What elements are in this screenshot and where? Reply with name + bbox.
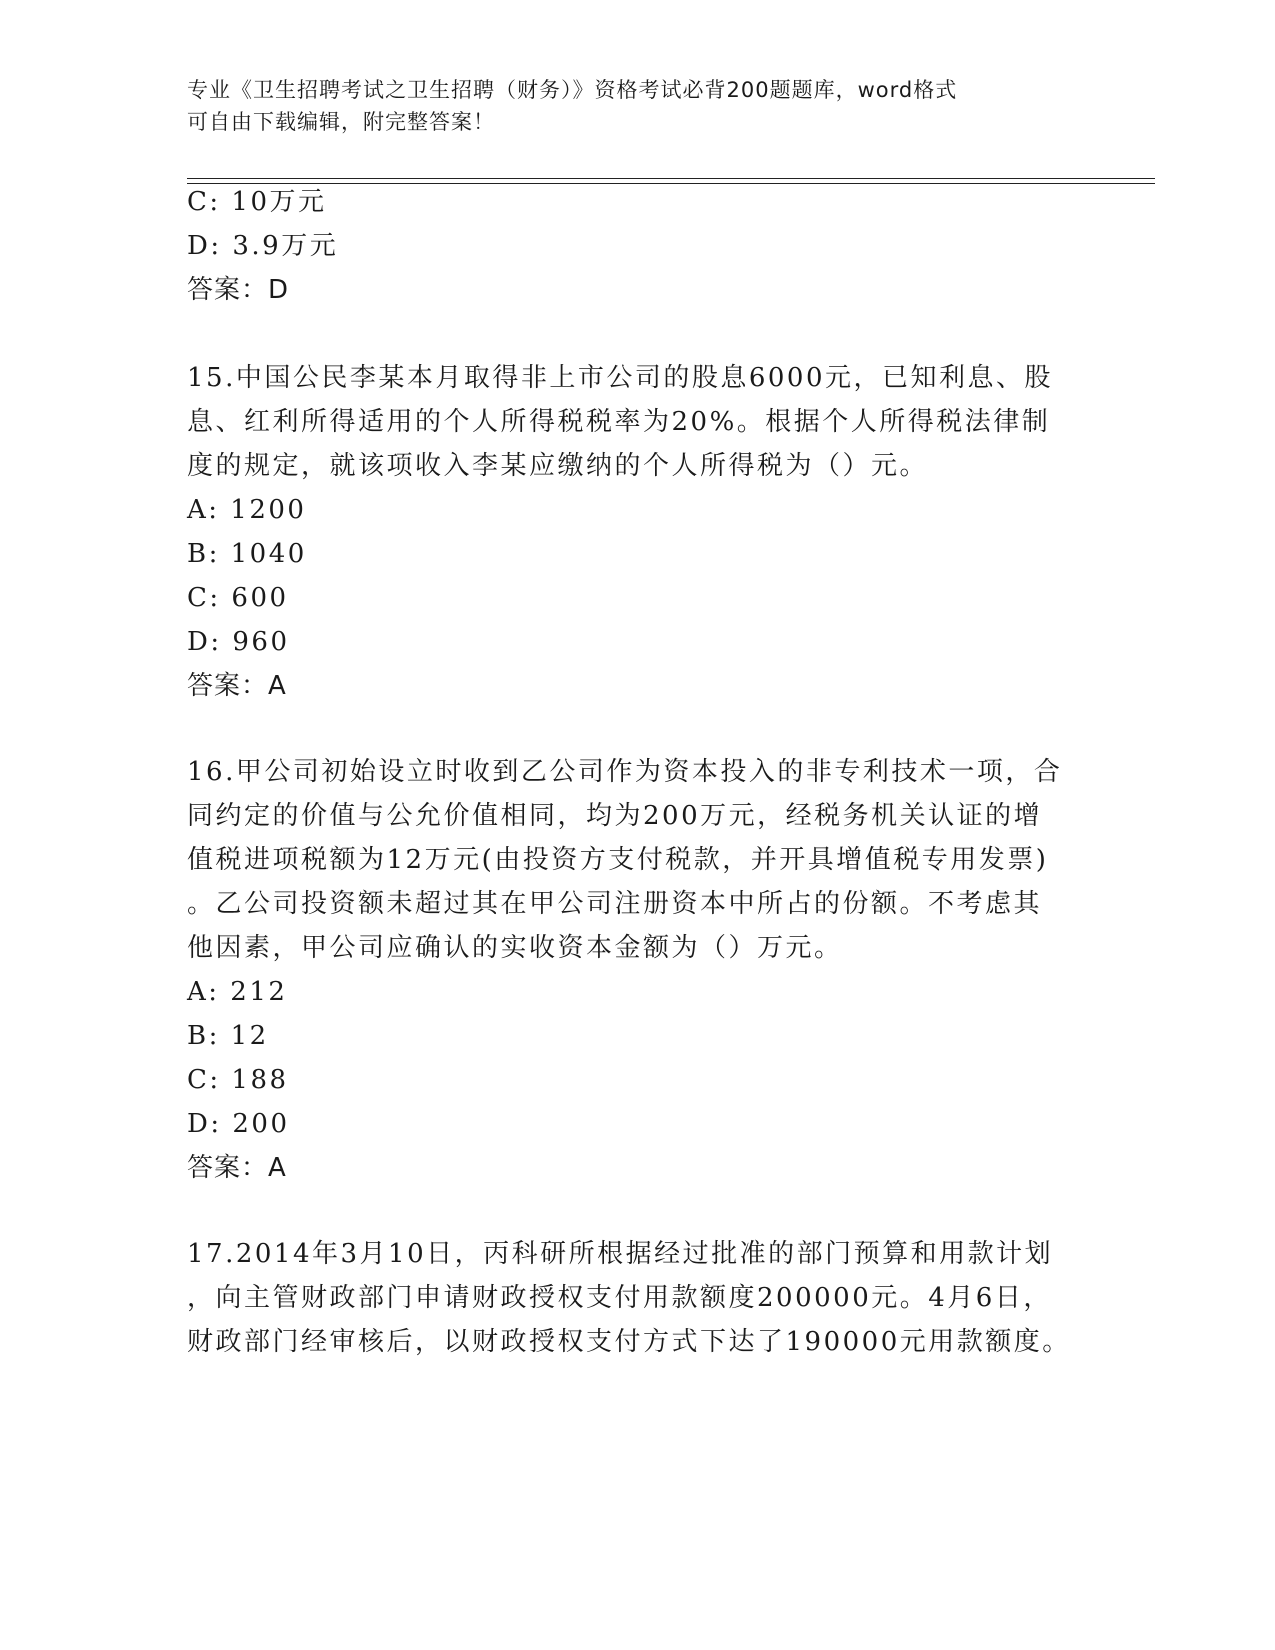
q15-stem-line-2: 息、红利所得适用的个人所得税税率为20%。根据个人所得税法律制 — [187, 407, 1051, 437]
q15-answer: 答案：A — [187, 671, 287, 701]
q15-option-d: D: 960 — [187, 627, 290, 657]
q15-option-a: A: 1200 — [187, 495, 307, 525]
q15-option-c: C: 600 — [187, 583, 289, 613]
q17-stem-line-2: ，向主管财政部门申请财政授权支付用款额度200000元。4月6日， — [187, 1283, 1052, 1313]
q14-option-c: C: 10万元 — [187, 187, 327, 217]
q16-stem-line-1: 16.甲公司初始设立时收到乙公司作为资本投入的非专利技术一项，合 — [187, 757, 1063, 787]
q17-stem-line-3: 财政部门经审核后，以财政授权支付方式下达了190000元用款额度。 — [187, 1327, 1071, 1357]
q14-answer: 答案：D — [187, 275, 290, 305]
q16-answer: 答案：A — [187, 1153, 287, 1183]
q16-stem-line-3: 值税进项税额为12万元(由投资方支付税款，并开具增值税专用发票) — [187, 845, 1049, 875]
q16-option-d: D: 200 — [187, 1109, 290, 1139]
q15-stem-line-1: 15.中国公民李某本月取得非上市公司的股息6000元，已知利息、股 — [187, 363, 1054, 393]
q16-stem-line-4: 。乙公司投资额未超过其在甲公司注册资本中所占的份额。不考虑其 — [187, 889, 1043, 919]
q17-stem-line-1: 17.2014年3月10日，丙科研所根据经过批准的部门预算和用款计划 — [187, 1239, 1054, 1269]
q16-option-b: B: 12 — [187, 1021, 269, 1051]
header-line-1: 专业《卫生招聘考试之卫生招聘（财务）》资格考试必背200题题库，word格式 — [187, 78, 958, 102]
q16-option-c: C: 188 — [187, 1065, 289, 1095]
page-header — [187, 74, 1087, 138]
q16-stem-line-5: 他因素，甲公司应确认的实收资本金额为（）万元。 — [187, 933, 843, 963]
q15-option-b: B: 1040 — [187, 539, 307, 569]
q14-option-d: D: 3.9万元 — [187, 231, 339, 261]
header-divider-top — [187, 178, 1155, 179]
q16-option-a: A: 212 — [187, 977, 288, 1007]
q15-stem-line-3: 度的规定，就该项收入李某应缴纳的个人所得税为（）元。 — [187, 451, 929, 481]
header-divider-bottom — [187, 183, 1155, 184]
header-line-2: 可自由下载编辑，附完整答案！ — [187, 110, 495, 134]
q16-stem-line-2: 同约定的价值与公允价值相同，均为200万元，经税务机关认证的增 — [187, 801, 1043, 831]
